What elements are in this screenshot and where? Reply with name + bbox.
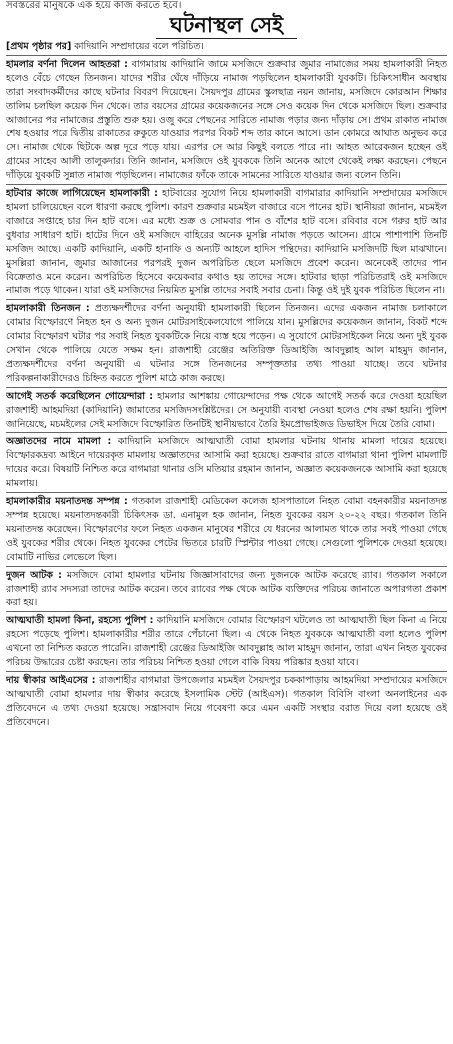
paragraph-case-filed [6, 435, 447, 493]
paragraph-text: কাদিয়ানি সম্প্রদায়ের বলে পরিচিত। [71, 41, 204, 52]
paragraph-text: কাদিয়ানি মসজিদে আত্মঘাতী বোমা হামলার ঘটনায় থানায় মামলা দায়ের হয়েছে। বিস্ফোরকদ্রব্য আইনে দায়েরকৃত মামলায় অজ্ঞাতদের আসামি করা হয়েছে। শুক্রবার রাতে বাগমারা থানা পুলিশ মামলাটি দায়ের করে। বিষয়টি নিশ্চিত করে বাগমারা থানার ওসি মতিয়ার রহমান জানান, অজ্ঞাত কয়েকজনকে আসামি করা হয়েছে মামলায়। [6, 436, 447, 490]
paragraph-is-claim [6, 674, 447, 731]
article-body [6, 40, 447, 1040]
paragraph-lead: দুজন আটক : [6, 569, 62, 581]
paragraph-lead: হামলাকারী তিনজন : [6, 303, 90, 315]
paragraph-lead: আগেই সতর্ক করেছিলেন গোয়েন্দারা : [6, 390, 154, 402]
paragraph-text: মসজিদে বোমা হামলার ঘটনায় জিজ্ঞাসাবাদের জন্য দুজনকে আটক করেছে র‍্যাব। গতকাল সকালে রাজশাহী র‍্যাব সদস্যরা তাদের আটক করেন। তবে র‍্যাবের পক্ষ থেকে আটক ব্যক্তিদের পরিচয় জানাতে অপারগতা প্রকাশ করা হয়। [6, 569, 447, 609]
paragraph-lead: দায় স্বীকার আইএসের : [6, 674, 96, 686]
headline-container [0, 12, 453, 38]
paragraph-text: রাজশাহীর বাগমারা উপজেলার মচমইল সৈয়দপুর চককাপাড়ায় আহমদিয়া সম্প্রদায়ের মসজিদে আত্মঘাতী বোমা হামলার দায় স্বীকার করেছে ইসলামিক স্টেট (আইএস)। গতকাল বিবিসি বাংলা অনলাইনের এক প্রতিবেদনে এ তথ্য দেওয়া হয়েছে। সন্ত্রাসবাদ নিয়ে গবেষণা করে এমন একটি সংস্থার বরাত দিয়ে বলা হয়েছে ওই প্রতিবেদনে। [6, 674, 447, 728]
paragraph-three-attackers [6, 302, 447, 387]
paragraph-text: প্রত্যক্ষদর্শীদের বর্ণনা অনুযায়ী হামলাকারী ছিলেন তিনজন। এদের একজন নামাজ চলাকালে বোমার বিস্ফোরণে নিহত হন ও অন্য দুজন মোটরসাইকেলযোগে পালিয়ে যান। মুসল্লিদের কয়েকজন জানান, বিকট শব্দে বোমার বিস্ফোরণ ঘটার পর সবাই নিহত যুবকটিকে নিয়ে ব্যস্ত হয়ে পড়েন। এ সুযোগে মোটরসাইকেল নিয়ে অন্য দুই যুবক সেখান থেকে পালিয়ে যেতে সক্ষম হন। রাজশাহী রেঞ্জের অতিরিক্ত ডিআইজি আবদুল্লাহ আল মাহমুদ জানান, প্রত্যক্ষদর্শীদের বর্ণনা অনুযায়ী এ ঘটনার সঙ্গে তিনজনের সম্পৃক্ততার তথ্য পাওয়া যাচ্ছে। তবে ঘটনার পরিকল্পনাকারীদেরও চিহ্নিত করতে পুলিশ মাঠে কাজ করছে। [6, 303, 447, 384]
paragraph-lead: আত্মঘাতী হামলা কিনা, রহস্যে পুলিশ : [6, 615, 154, 627]
paragraph-text: হাটবারের সুযোগ নিয়ে হামলাকারী বাগমারার কাদিয়ানি সম্প্রদায়ের মসজিদে হামলা চালিয়েছেন বলে ধারণা করছে পুলিশ। কারণ শুক্রবার মচমইল বাজারে বসে পানের হাট। স্থানীয়রা জানান, মচমইল বাজারে সপ্তাহে চার দিন হাট বসে। এর মধ্যে শুক্র ও সোমবার পান ও বাঁশের হাট বসে। রবিবার বসে গরুর হাট আর বুধবার সাধারণ হাট। হাটের দিনে ওই মসজিদে বাহিরের অনেক মুসল্লি নামাজ পড়তে আসেন। গ্রামে পাশাপাশি তিনটি মসজিদ আছে। একটি কাদিয়ানি, একটি হানাফি ও অন্যটি আহলে হাদিস পন্থিদের। কাদিয়ানি মসজিদটি ছিল মাঝখানে। মুসল্লিরা জানান, জুমার আজানের পরপরই দুজন অপরিচিত ছেলে মসজিদে প্রবেশ করেন। অনেকেই তাদের পান বিক্রেতাও মনে করেন। অপরিচিত হিসেবে কয়েকবার কথাও হয় তাদের সঙ্গে। হাটবার ছাড়া পরিচিতরাই ওই মসজিদে নামাজ পড়ে থাকেন। যারা ওই মসজিদের নিয়মিত মুসল্লি তাদের সবাই সবার চেনা। কিন্তু ওই দুই যুবক পরিচিত ছিলেন না। [6, 188, 447, 297]
paragraph-market-day [6, 187, 447, 300]
paragraph-text: হামলার আশঙ্কায় গোয়েন্দাদের পক্ষ থেকে আগেই সতর্ক করে দেওয়া হয়েছিল রাজশাহী আহমদিয়া (কাদিয়ানি) জামাতের মসজিদসংশ্লিষ্টদের। সে অনুযায়ী ব্যবস্থা নেওয়া হলেও শেষ রক্ষা হয়নি। পুলিশ জানিয়েছে, মচমইলের সেই মসজিদে বিস্ফোরিত তিনটিই স্থানীয়ভাবে তৈরি ইমপ্রোভাইজড ডিভাইস দিয়ে তৈরি বোমা। [6, 390, 447, 430]
paragraph-two-detained [6, 569, 447, 613]
previous-article-fragment: সবস্তরের মানুষকে এক হয়ে কাজ করতে হবে। [6, 0, 182, 11]
paragraph-lead: [প্রথম পৃষ্ঠার পর] [6, 41, 72, 52]
paragraph-lead: হামলার বর্ণনা দিলেন আহতরা : [6, 58, 128, 70]
paragraph-lead: অজ্ঞাতদের নামে মামলা : [6, 436, 112, 448]
paragraph-attack-account [6, 58, 447, 185]
paragraph-text: গতকাল রাজশাহী মেডিকেল কলেজ হাসপাতালে নিহত বোমা বহনকারীর ময়নাতদন্ত সম্পন্ন হয়েছে। ময়নাতদন্তকারী চিকিৎসক ডা. এনামুল হক জানান, নিহত যুবকের বয়স ২০-২২ বছর। গতকাল তিনি ময়নাতদন্ত করেছেন। বিস্ফোরণের ফলে নিহত একজন মানুষের শরীরে যে ধরনের আলামত থাকে তার সবই পাওয়া গেছে ওই যুবকের শরীর থেকে। নিহত যুবকের পেটের ভিতরে চারটি স্প্লিন্টার পাওয়া গেছে। সেগুলো পুলিশকে দেওয়া হয়েছে। বোমাটি নাভির লেভেলে ছিল। [6, 496, 447, 563]
headline: ঘটনাস্থল সেই [156, 12, 297, 39]
paragraph-text: কাদিয়ানি মসজিদে বোমার বিস্ফোরণ ঘটলেও তা আত্মঘাতী ছিল কিনা এ নিয়ে রহস্যে পড়েছে পুলিশ। হামলাকারীর শরীর তারে পেঁচানো ছিল। এ থেকে নিহত যুবককে আত্মঘাতী বলা হলেও পুলিশ এখনো তা নিশ্চিত করতে পারেনি। রাজশাহী রেঞ্জের ডিআইজি আবদুল্লাহ আল মাহমুদ জানান, তারা এখন নিহত যুবকের পরিচয় উদ্ধারের চেষ্টা করছেন। তার পরিচয় নিশ্চিত হওয়া গেলে বাকি বিষয় পরিষ্কার হওয়া যাবে। [6, 615, 447, 669]
paragraph-continuation [6, 40, 447, 56]
paragraph-text: বাগমারায় কাদিয়ানি জামে মসজিদে শুক্রবার জুমার নামাজের সময় হামলাকারী নিহত হলেও বেঁচে গেছেন তিনজন। যাদের শরীর ঘেঁষে দাঁড়িয়ে নামাজ পড়ছিলেন হামলাকারী যুবকটি। চিকিৎসাধীন অবস্থায় তারা সংবাদকর্মীদের কাছে ঘটনার বিবরণ দিয়েছেন। সৈয়দপুর গ্রামের স্কুলছাত্র নয়ন জানায়, মসজিদে কোরআন শিক্ষার তালিম চলছিল কয়েক দিন থেকে। তার বয়সের গ্রামের কয়েকজনের সঙ্গে সেও কয়েক দিন থেকে মসজিদে ছিল। শুক্রবার আজানের পর নামাজের প্রস্তুতি শুরু হয়। ওজু করে পেছনের সারিতে নামাজ পড়ার জন্য দাঁড়ায় সে। প্রথম রাকাত নামাজ শেষ হওয়ার পরে দ্বিতীয় রাকাতের রুকুতে যাওয়ার পরপর বিকট শব্দ তার কানে আসে। ডান কোমরে আঘাত অনুভব করে সে। নামাজ থেকে ছিটকে অল্প দূরে পড়ে যায়। এরপর সে আর কিছুই বলতে পারে না। আহত আরেকজন হচ্ছেন ওই গ্রামের সাহেব আলী তালুকদার। তিনি জানান, মসজিদে ওই যুবককে তিনি অনেক আগে থেকেই লক্ষ্য করছেন। পেছনে দাঁড়িয়ে যুবকটি সুন্নাত নামাজ পড়ছিলেন। নামাজের ফাঁকে তাকে সামনের সারিতে যাওয়ার জন্য বলেন তিনি। [6, 58, 447, 182]
paragraph-intelligence-warning [6, 390, 447, 434]
paragraph-autopsy [6, 495, 447, 567]
paragraph-suicide-mystery [6, 614, 447, 672]
paragraph-lead: হামলাকারীর ময়নাতদন্ত সম্পন্ন : [6, 496, 128, 508]
paragraph-lead: হাটবার কাজে লাগিয়েছেন হামলাকারী : [6, 188, 158, 200]
